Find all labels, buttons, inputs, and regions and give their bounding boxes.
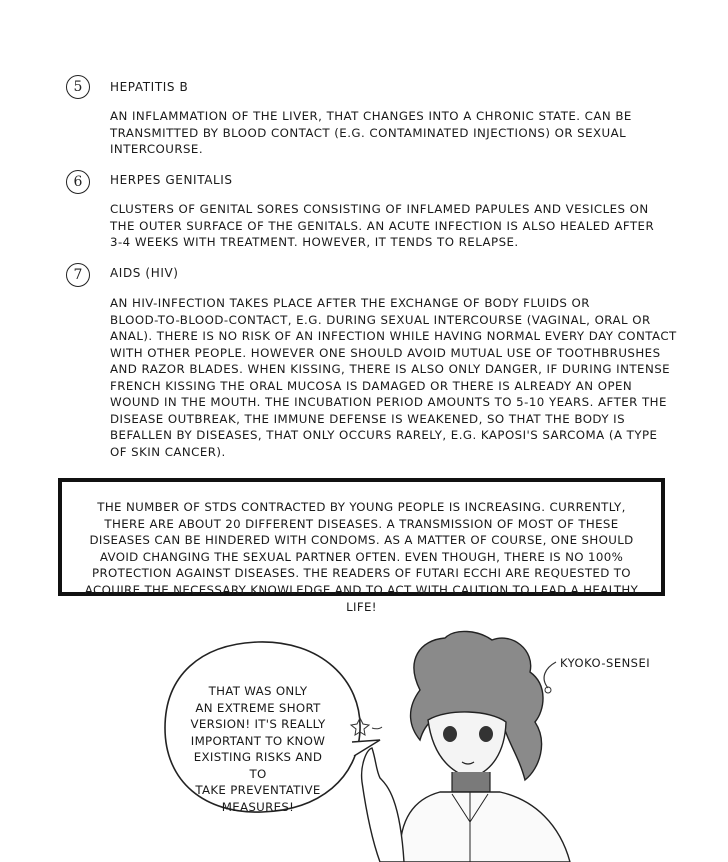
section-title: HEPATITIS B [110,80,189,94]
character-coat [400,792,570,862]
character-hand [362,748,404,862]
sparkle-icon [372,727,382,729]
section-body: AN INFLAMMATION OF THE LIVER, THAT CHANGES INTO A CHRONIC STATE. CAN BE TRANSMITTED BY BLOOD CONTACT (E.G. CONTAMINATED INJECTIONS) OR SEXUAL INTERCOURSE. [110,109,632,156]
notice-box [58,478,665,614]
character-neck [452,772,490,792]
manga-illustration [0,610,728,862]
section-body: CLUSTERS OF GENITAL SORES CONSISTING OF INFLAMED PAPULES AND VESICLES ON THE OUTER SURFACE OF THE GENITALS. AN ACUTE INFECTION IS ALSO HEALED AFTER 3-4 WEEKS WITH TREATMENT. HOWEVER, IT TENDS TO RELAPSE. [110,202,655,249]
caption-pointer [544,662,556,688]
section-body: AN HIV-INFECTION TAKES PLACE AFTER THE EXCHANGE OF BODY FLUIDS OR BLOOD-TO-BLOOD-CONTACT, E.G. DURING SEXUAL INTERCOURSE (VAGINAL, ORAL OR ANAL). THERE IS NO RISK OF AN INFECTION WHILE HAVING NORMAL EVERY DAY CONTACT WITH OTHER PEOPLE. HOWEVER ONE SHOULD AVOID MUTUAL USE OF TOOTHBRUSHES AND RAZOR BLADES. WHEN KISSING, THERE IS ALSO ONLY DANGER, IF DURING INTENSE FRENCH KISSING THE ORAL MUCOSA IS DAMAGED OR THERE IS ALREADY AN OPEN WOUND IN THE MOUTH. THE INCUBATION PERIOD AMOUNTS TO 5-10 YEARS. AFTER THE DISEASE OUTBREAK, THE IMMUNE DEFENSE IS WEAKENED, SO THAT THE BODY IS BEFALLEN BY DISEASES, THAT ONLY OCCURS RARELY, E.G. KAPOSI'S SARCOMA (A TYPE OF SKIN CANCER). [110,296,677,459]
section-title: AIDS (HIV) [110,266,179,280]
character-face [428,712,506,778]
notice-text: THE NUMBER OF STDS CONTRACTED BY YOUNG PEOPLE IS INCREASING. CURRENTLY, THERE ARE ABOUT 20 DIFFERENT DISEASES. A TRANSMISSION OF MOST OF THESE DISEASES CAN BE HINDERED WITH CONDOMS. AS A MATTER OF COURSE, ONE SHOULD AVOID CHANGING THE SEXUAL PARTNER OFTEN. EVEN THOUGH, THERE IS NO 100% PROTECTION AGAINST DISEASES. THE READERS OF FUTARI ECCHI ARE REQUESTED TO ACQUIRE THE NECESSARY KNOWLEDGE AND TO ACT WITH CAUTION TO LEAD A HEALTHY LIFE! [84,500,639,614]
section-title: HERPES GENITALIS [110,173,233,187]
section-number-badge: 5 [66,75,90,99]
character-caption: KYOKO-SENSEI [560,656,651,670]
section-number-badge: 6 [66,170,90,194]
section-number-badge: 7 [66,263,90,287]
speech-bubble-text: THAT WAS ONLY AN EXTREME SHORT VERSION! IT'S REALLY IMPORTANT TO KNOW EXISTING RISKS AND TO TAKE PREVENTATIVE MEASURES! [190,684,326,814]
